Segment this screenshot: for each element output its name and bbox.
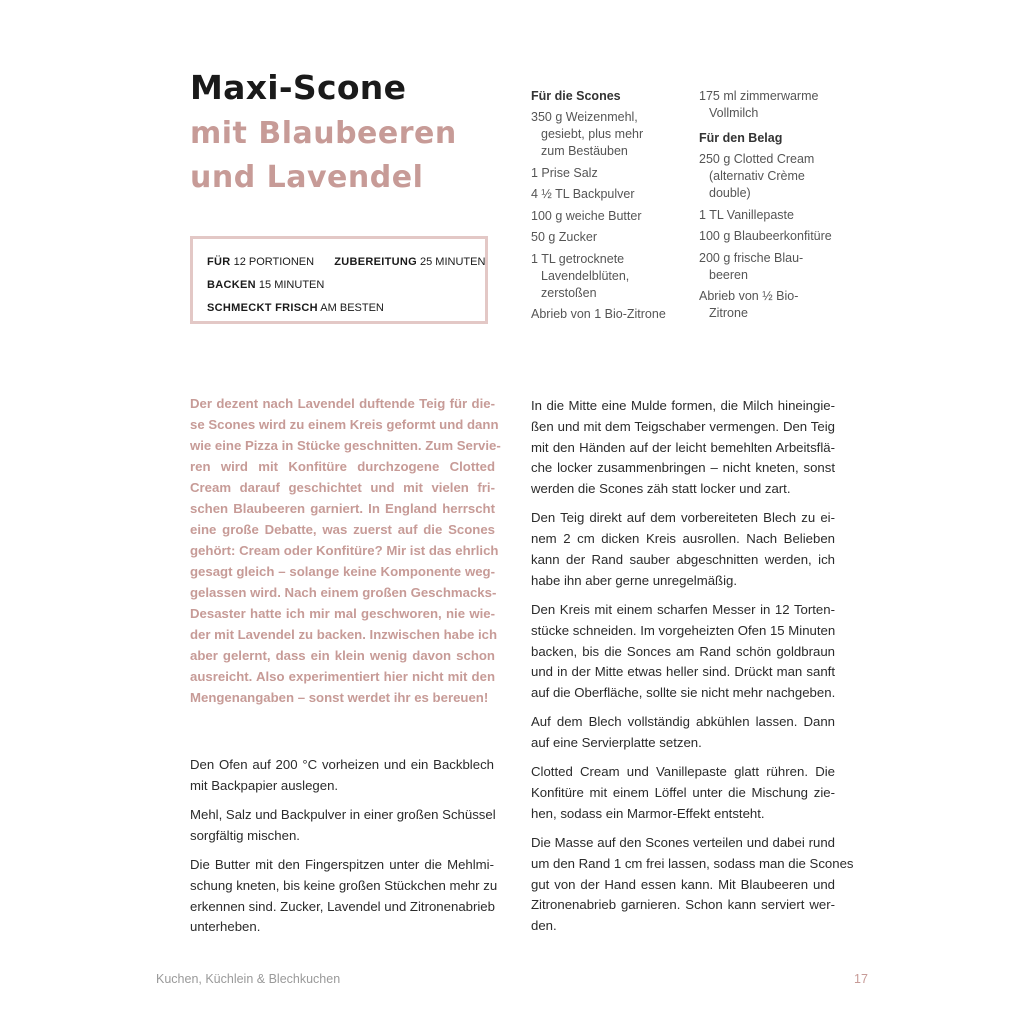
- intro-line: ausreicht. Also experimentiert hier nicht mit den: [190, 669, 495, 684]
- instruction-line: In die Mitte eine Mulde formen, die Milch hineingie-: [531, 398, 835, 413]
- instruction-line: den.: [531, 918, 557, 934]
- topping-item-line: (alternativ Crème: [709, 169, 805, 183]
- instruction-step: [531, 600, 835, 704]
- taste-label: SCHMECKT FRISCH: [207, 302, 318, 314]
- recipe-info-box: [190, 236, 488, 324]
- ingredient-item: [531, 306, 691, 323]
- instruction-line: nem 2 cm dicken Kreis ausrollen. Nach Belieben: [531, 531, 835, 547]
- intro-line: ren wird mit Konfitüre durchzogene Clotted: [190, 459, 495, 474]
- ingredient-item: [531, 165, 691, 182]
- instruction-line: Konfitüre mit einem Löffel unter die Mischung zie-: [531, 785, 835, 801]
- instruction-line: kann der Rand sauber abgeschnitten werden, ich: [531, 551, 835, 567]
- intro-line: Der dezent nach Lavendel duftende Teig für die-: [190, 396, 495, 411]
- instruction-line: um den Rand 1 cm frei lassen, sodass man die Scones: [531, 855, 854, 871]
- topping-item: [699, 151, 849, 202]
- topping-item: [699, 250, 849, 284]
- instruction-line: Den Teig direkt auf dem vorbereiteten Blech zu ei-: [531, 510, 835, 526]
- ingredient-item-line: 4 ½ TL Backpulver: [531, 187, 635, 201]
- instruction-step: [531, 508, 835, 591]
- instruction-line: auf eine Servierplatte setzen.: [531, 735, 702, 751]
- ingredients-scones: [531, 88, 691, 328]
- ingredient-item-line: gesiebt, plus mehr: [541, 127, 644, 141]
- topping-item: [699, 288, 849, 322]
- instruction-line: backen, bis die Sonces am Rand schön goldbraun: [531, 643, 835, 659]
- instruction-line: che locker zusammenbringen – nicht kneten, sonst: [531, 460, 835, 476]
- instruction-line: hen, sodass ein Marmor-Effekt entsteht.: [531, 805, 765, 821]
- instruction-line: schung kneten, bis keine großen Stückchen mehr zu: [190, 877, 498, 893]
- instruction-step: [531, 712, 835, 754]
- instruction-line: Zitronenabrieb garnieren. Schon kann serviert wer-: [531, 897, 835, 913]
- ingredient-item-line: 350 g Weizenmehl,: [531, 110, 638, 124]
- topping-item-line: beeren: [709, 267, 748, 282]
- recipe-title-subtitle: [190, 112, 510, 200]
- ingredient-item-line: zum Bestäuben: [541, 144, 628, 158]
- steps-right-column: [531, 396, 854, 945]
- topping-item-line: 1 TL Vanillepaste: [699, 207, 794, 222]
- instruction-step: [190, 855, 498, 938]
- instruction-line: erkennen sind. Zucker, Lavendel und Zitronenabrieb: [190, 898, 495, 914]
- footer-chapter: Kuchen, Küchlein & Blechkuchen: [156, 972, 341, 986]
- instruction-line: habe ihn aber gerne unregelmäßig.: [531, 572, 738, 588]
- ingredient-item-line: Lavendelblüten,: [541, 268, 630, 283]
- info-row-3: [207, 297, 471, 320]
- instruction-line: Clotted Cream und Vanillepaste glatt rühren. Die: [531, 764, 835, 780]
- prep-label: ZUBEREITUNG: [334, 256, 417, 268]
- ingredient-item-line: 50 g Zucker: [531, 230, 598, 244]
- page-number: 17: [854, 972, 868, 986]
- instruction-line: gut von der Hand essen kann. Mit Blaubeeren und: [531, 876, 835, 892]
- instruction-line: und in der Mitte etwas heller sind. Drückt man sanft: [531, 664, 835, 680]
- intro-line: gelassen wird. Nach einem großen Geschmacks-: [190, 585, 497, 600]
- instruction-line: mit den Händen auf der leicht bemehlten Arbeitsflä-: [531, 439, 835, 455]
- ingredient-item-line: 1 Prise Salz: [531, 165, 598, 180]
- ingredient-item: [531, 251, 691, 302]
- instruction-line: Den Kreis mit einem scharfen Messer in 12 Torten-: [531, 601, 835, 617]
- prep-value: 25 MINUTEN: [420, 256, 486, 268]
- info-row-1: [207, 251, 486, 274]
- bake-label: BACKEN: [207, 279, 256, 291]
- ingredient-item: [531, 229, 691, 246]
- instruction-step: [190, 755, 494, 797]
- instruction-line: mit Backpapier auslegen.: [190, 777, 339, 793]
- ingredients-column-2: [699, 88, 849, 327]
- ingredient-item-line: Vollmilch: [709, 106, 759, 120]
- intro-line: wie eine Pizza in Stücke geschnitten. Zum Servie-: [190, 438, 501, 453]
- recipe-title-line2: mit Blaubeeren: [190, 116, 457, 151]
- topping-item-line: 100 g Blaubeerkonfitüre: [699, 229, 832, 243]
- ingredient-item-line: 175 ml zimmerwarme: [699, 89, 819, 103]
- instruction-line: sorgfältig mischen.: [190, 827, 300, 843]
- topping-item-line: double): [709, 186, 751, 200]
- topping-item-line: 200 g frische Blau-: [699, 250, 804, 265]
- instruction-line: stücke schneiden. Im vorgeheizten Ofen 15 Minuten: [531, 622, 836, 638]
- instruction-line: Mehl, Salz und Backpulver in einer großen Schüssel: [190, 806, 496, 822]
- topping-item-line: Abrieb von ½ Bio-: [699, 289, 799, 303]
- taste-value: AM BESTEN: [320, 302, 384, 314]
- intro-line: der mit Lavendel zu backen. Inzwischen habe ich: [190, 627, 498, 642]
- ingredient-item: [531, 186, 691, 203]
- instruction-line: Die Butter mit den Fingerspitzen unter die Mehlmi-: [190, 856, 494, 872]
- ingredient-item: [531, 208, 691, 225]
- intro-line: gehört: Cream oder Konfitüre? Mir ist das ehrlich: [190, 543, 499, 558]
- ingredient-item-line: 100 g weiche Butter: [531, 208, 642, 223]
- intro-line: schen Blaubeeren garniert. In England herrscht: [190, 501, 495, 516]
- intro-line: Mengenangaben – sonst werdet ihr es bereuen!: [190, 690, 489, 705]
- recipe-title-line3: und Lavendel: [190, 160, 424, 195]
- intro-line: gesagt gleich – solange keine Komponente weg-: [190, 564, 495, 579]
- ingredient-item-line: zerstoßen: [541, 285, 597, 300]
- intro-line: aber gelernt, dass ein klein wenig davon schon: [190, 648, 495, 663]
- instruction-step: [190, 805, 494, 847]
- instruction-step: [531, 396, 835, 500]
- info-row-2: [207, 274, 471, 297]
- instruction-line: auf die Oberfläche, sollte sie nicht mehr nachgeben.: [531, 685, 836, 701]
- bake-value: 15 MINUTEN: [258, 279, 325, 291]
- topping-item-line: Zitrone: [709, 306, 748, 320]
- ingredient-item: [531, 109, 691, 160]
- ingredients-scones-heading: Für die Scones: [531, 89, 621, 103]
- instruction-line: unterheben.: [190, 919, 261, 935]
- recipe-title-line1: Maxi-Scone: [190, 68, 407, 107]
- ingredient-item-line: 1 TL getrocknete: [531, 251, 625, 266]
- portions-value: 12 PORTIONEN: [233, 256, 315, 268]
- instruction-line: Auf dem Blech vollständig abkühlen lassen. Dann: [531, 714, 835, 730]
- intro-line: eine große Debatte, was zuerst auf die Scones: [190, 522, 495, 537]
- intro-line: se Scones wird zu einem Kreis geformt und dann: [190, 417, 499, 432]
- instruction-step: [531, 762, 835, 824]
- topping-item: [699, 228, 849, 245]
- intro-paragraph: [190, 393, 501, 708]
- instruction-line: ßen und mit dem Teigschaber vermengen. Den Teig: [531, 418, 835, 434]
- intro-line: Cream darauf geschichtet und mit vielen fri-: [190, 480, 495, 495]
- intro-line: Desaster hatte ich mir mal geschworen, nie wie-: [190, 606, 495, 621]
- instruction-line: werden die Scones zäh statt locker und zart.: [531, 481, 791, 497]
- ingredient-item: [699, 88, 849, 122]
- ingredient-item-line: Abrieb von 1 Bio-Zitrone: [531, 307, 666, 321]
- instruction-line: Die Masse auf den Scones verteilen und dabei rund: [531, 835, 835, 851]
- ingredients-topping-heading: Für den Belag: [699, 131, 783, 145]
- topping-item-line: 250 g Clotted Cream: [699, 152, 815, 166]
- instruction-step: [531, 833, 854, 937]
- topping-item: [699, 207, 849, 224]
- steps-left-column: [190, 755, 498, 947]
- portions-label: FÜR: [207, 256, 231, 268]
- instruction-line: Den Ofen auf 200 °C vorheizen und ein Backblech: [190, 757, 494, 772]
